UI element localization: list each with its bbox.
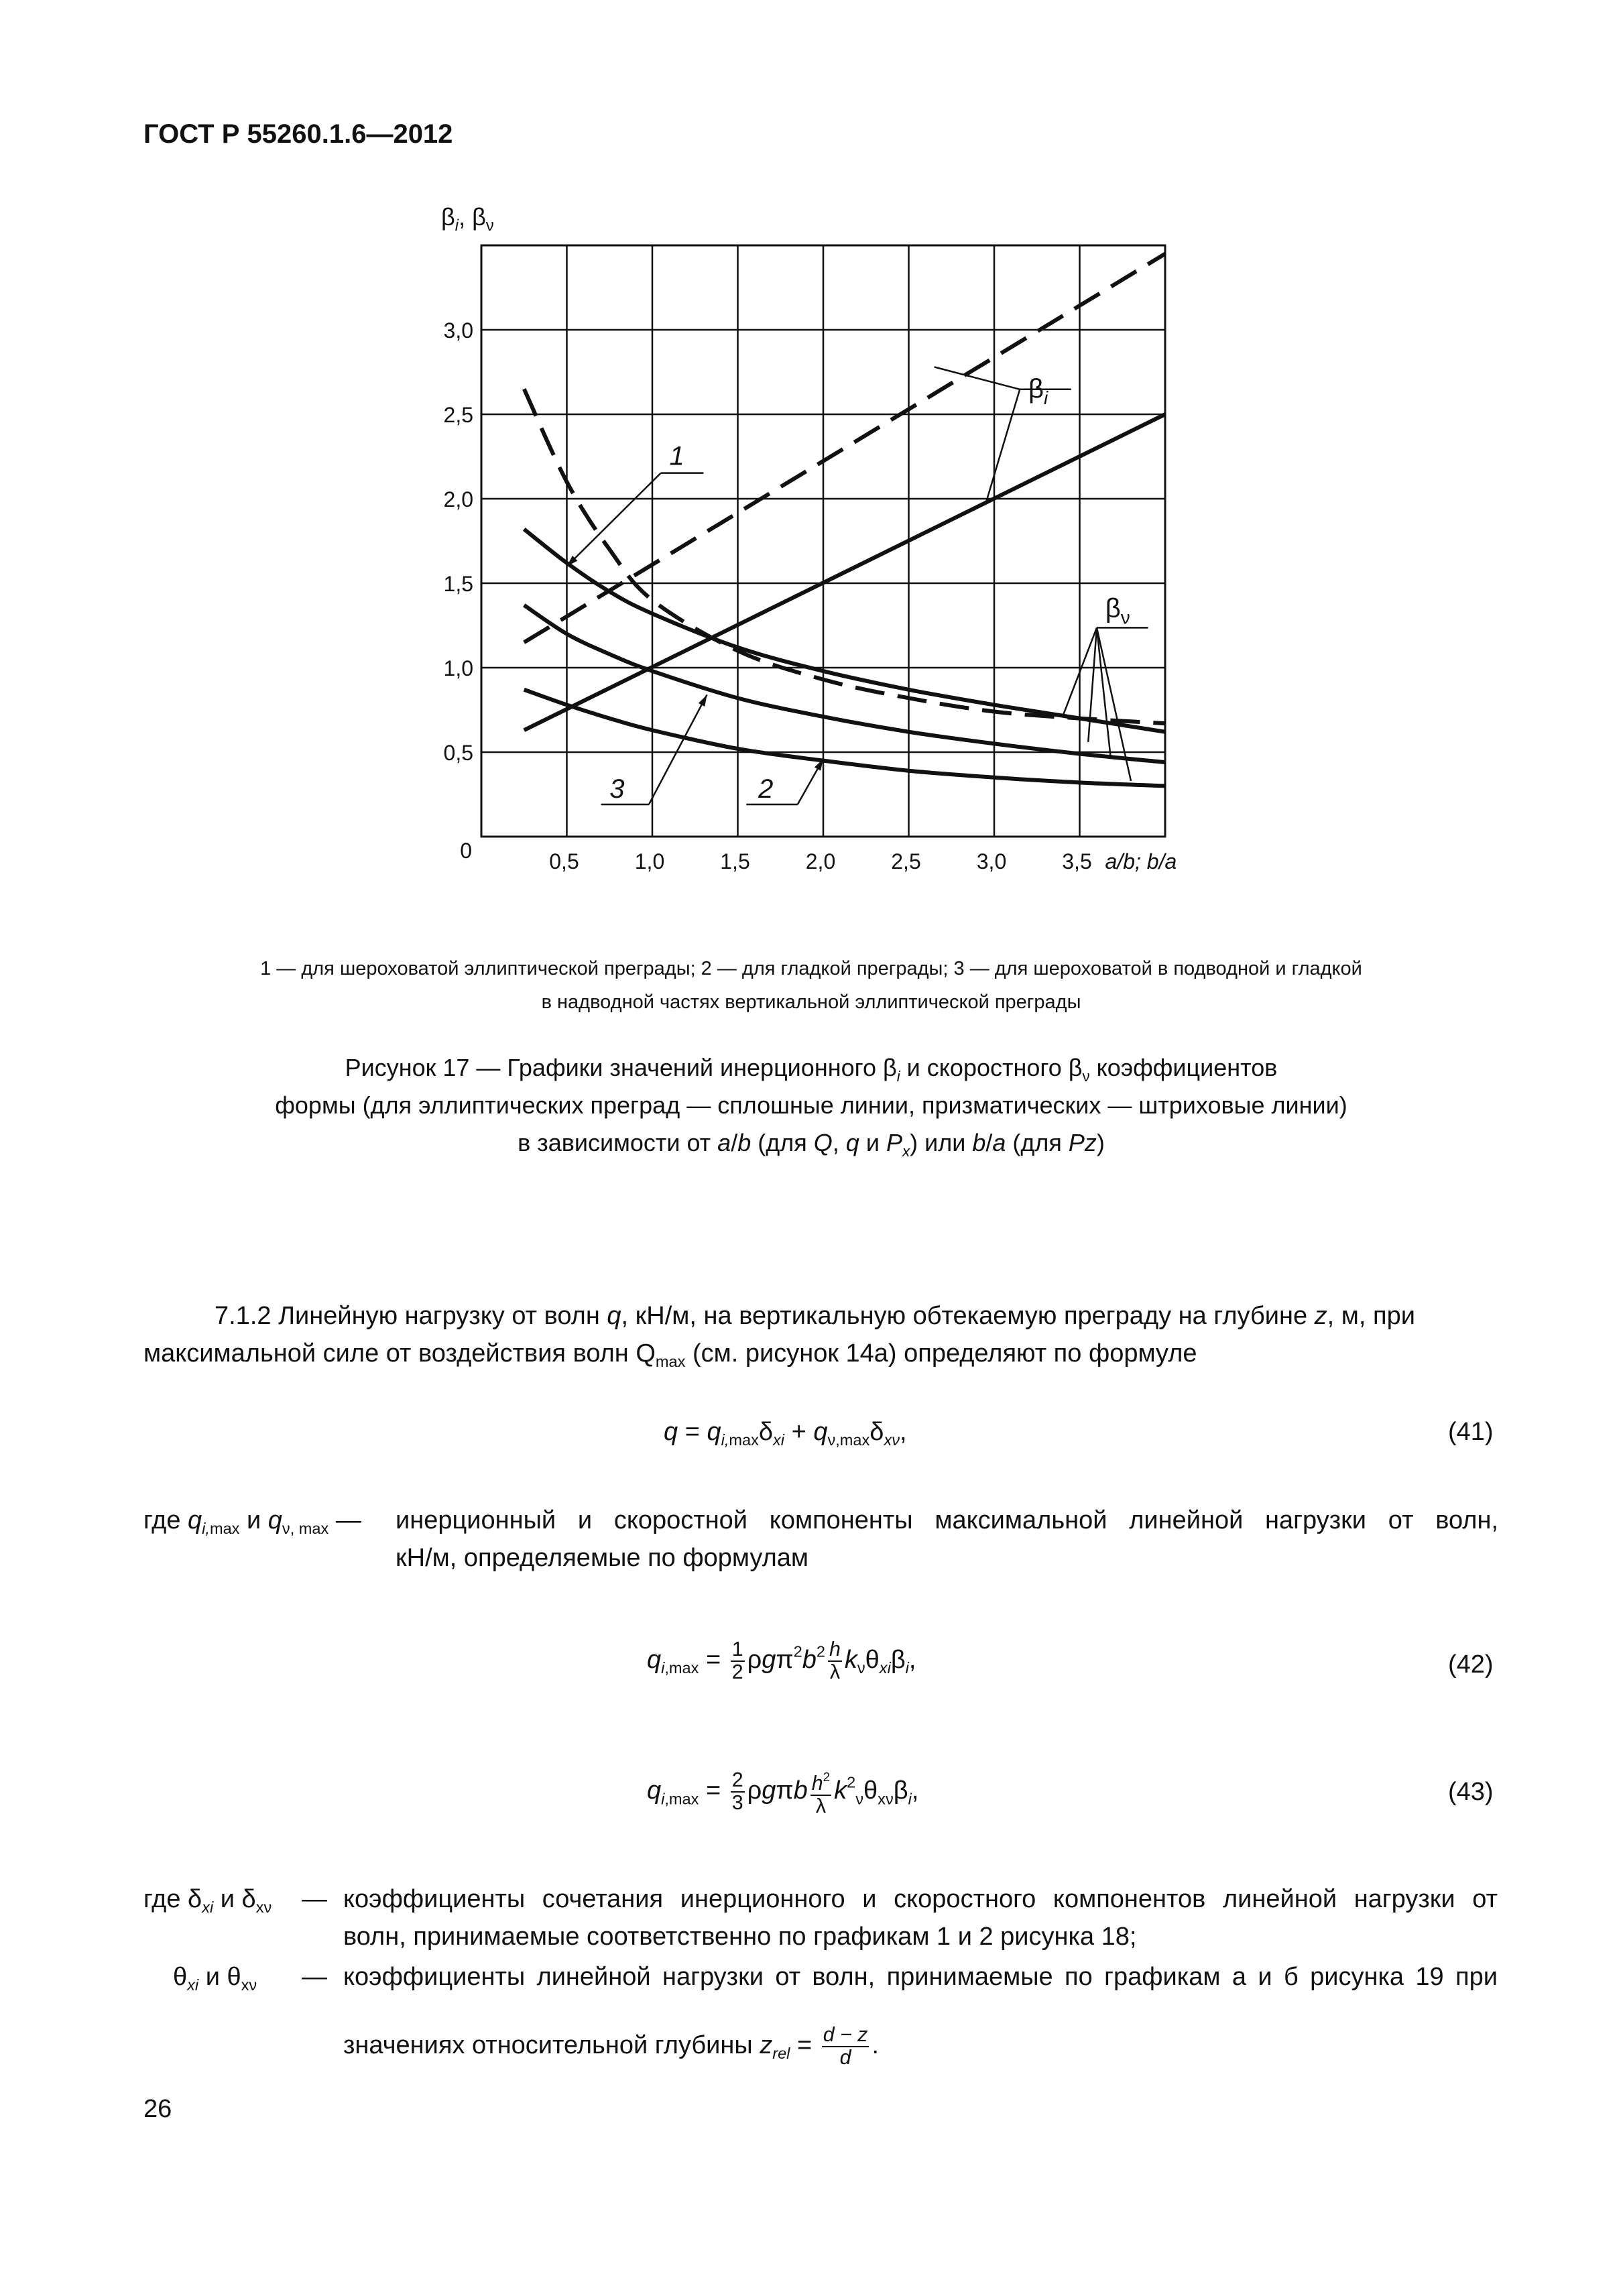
- paragraph-7-1-2-line-1: 7.1.2 Линейную нагрузку от волн q, кН/м, на вертикальную обтекаемую преграду на глубине z, м, при: [215, 1302, 1415, 1330]
- where-theta-dash: —: [302, 1963, 327, 1991]
- chart-grid: [481, 245, 1165, 837]
- figure-legend-line-1: 1 — для шероховатой эллиптической преграды; 2 — для гладкой преграды; 3 — для шероховатой в подводной и гладкой: [260, 958, 1362, 979]
- x-tick-label: 2,0: [805, 849, 836, 873]
- where-q-definition-line-1: где $q_{i,max}$ и $q_{\nu, max}$ —: [143, 1506, 361, 1538]
- y-axis-label: $\beta_i$, $\beta_\nu$: [441, 203, 494, 235]
- curve-3-arrow: [649, 694, 707, 804]
- where-delta-text-2: волн, принимаемые соответственно по графикам 1 и 2 рисунка 18;: [343, 1923, 1137, 1951]
- data-series-1: [524, 414, 1165, 730]
- where-delta-dash: —: [302, 1885, 327, 1913]
- chart-ticks: [441, 203, 1177, 873]
- equation-43: $q_{i,max}$ = $\frac{2}{3}$ ρgπb $\frac{h^2}{\lambda}$ $k^2_\nu\theta_{x\nu}\beta_i$,: [647, 1766, 918, 1817]
- figure-caption-line-1: Рисунок 17 — Графики значений инерционного $\beta_i$ и скоростного $\beta_\nu$ коэффициентов: [345, 1054, 1278, 1085]
- data-series-2: [524, 254, 1165, 643]
- y-tick-label: 1,0: [443, 656, 473, 680]
- x-tick-label: 1,0: [634, 849, 665, 873]
- x-axis-label: a/b; b/a: [1105, 849, 1177, 873]
- origin-label: 0: [460, 839, 472, 863]
- x-tick-label: 2,5: [891, 849, 921, 873]
- curve-2-label: 2: [758, 774, 774, 804]
- curve-3-arrow-head: [699, 694, 707, 707]
- equation-41-number: (41): [1448, 1418, 1494, 1446]
- document-code: ГОСТ Р 55260.1.6—2012: [143, 119, 453, 149]
- figure-caption-line-2: формы (для эллиптических преград — сплошные линии, призматических — штриховые линии): [275, 1091, 1347, 1119]
- equation-41: $q = q_{i,max}\delta_{xi} + q_{\nu,max}\delta_{x\nu}$,: [664, 1418, 907, 1449]
- x-tick-label: 1,5: [720, 849, 750, 873]
- figure-legend-line-2: в надводной частях вертикальной эллиптической преграды: [541, 991, 1081, 1013]
- y-tick-label: 3,0: [443, 318, 473, 343]
- x-tick-label: 0,5: [549, 849, 579, 873]
- where-theta-symbols: $\theta_{xi}$ и $\theta_{x\nu}$: [173, 1963, 257, 1994]
- beta-v-leader-3: [1097, 627, 1110, 756]
- figure-caption-line-3: в зависимости от a/b (для Q, q и $P_x$) или b/a (для Pz): [518, 1129, 1105, 1160]
- where-q-definition-text-2: кН/м, определяемые по формулам: [396, 1544, 809, 1572]
- x-tick-label: 3,0: [976, 849, 1007, 873]
- beta-coefficients-chart: [402, 194, 1247, 898]
- y-tick-label: 1,5: [443, 572, 473, 596]
- where-delta-text-1: коэффициенты сочетания инерционного и скоростного компонентов линейной нагрузки от: [343, 1885, 1498, 1913]
- equation-42: $q_{i,max}$ = $\frac{1}{2}$ $\rho g\pi^2b^2$ $\frac{h}{\lambda}$ $k_\nu\theta_{xi}\beta_i$,: [647, 1638, 916, 1683]
- where-theta-text-2: значениях относительной глубины $z_{rel}$ = $\frac{d - z}{d}$ .: [343, 2023, 880, 2069]
- where-theta-text-1: коэффициенты линейной нагрузки от волн, принимаемые по графикам а и б рисунка 19 при: [343, 1963, 1498, 1991]
- y-tick-label: 2,0: [443, 487, 473, 511]
- where-q-definition-text-1: инерционный и скоростной компоненты максимальной линейной нагрузки от волн,: [396, 1506, 1498, 1534]
- where-delta-symbols: где $\delta_{xi}$ и $\delta_{x\nu}$: [143, 1885, 272, 1917]
- x-tick-label: 3,5: [1062, 849, 1092, 873]
- data-series-6: [524, 690, 1165, 786]
- curve-1-label: 1: [669, 441, 684, 471]
- equation-42-number: (42): [1448, 1650, 1494, 1679]
- curve-3-label: 3: [609, 774, 625, 804]
- page-number: 26: [143, 2095, 172, 2123]
- chart-curves: [524, 254, 1165, 786]
- y-tick-label: 0,5: [443, 741, 473, 765]
- paragraph-7-1-2-line-2: максимальной силе от воздействия волн $Q_{max}$ (см. рисунок 14а) определяют по формуле: [143, 1339, 1197, 1371]
- beta-i-label: $\beta_i$: [1028, 373, 1048, 408]
- beta-v-label: $\beta_\nu$: [1105, 593, 1130, 628]
- equation-43-number: (43): [1448, 1778, 1494, 1806]
- chart-annotations: [567, 367, 1148, 804]
- data-series-3: [524, 389, 1165, 723]
- y-tick-label: 2,5: [443, 403, 473, 427]
